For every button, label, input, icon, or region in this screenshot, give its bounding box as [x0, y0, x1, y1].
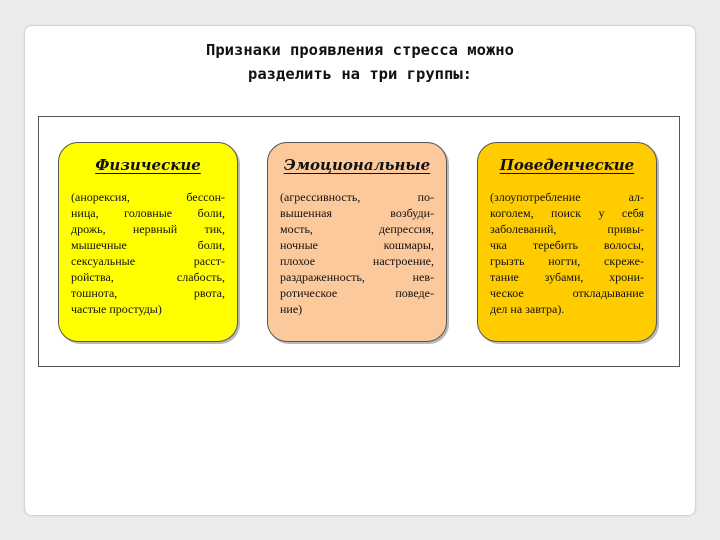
group-line: тание зубами, хрони- [490, 270, 644, 284]
group-line: мость, депрессия, [280, 222, 434, 236]
group-line: ройства, слабость, [71, 270, 225, 284]
group-line: (агрессивность, по- [280, 190, 434, 204]
group-heading-physical: Физические [95, 156, 201, 174]
slide-title [0, 38, 720, 86]
group-line: мышечные боли, [71, 238, 225, 252]
group-line: частые простуды) [71, 302, 162, 316]
group-card-physical [58, 142, 238, 342]
group-line: (злоупотребление ал- [490, 190, 644, 204]
group-line: сексуальные расст- [71, 254, 225, 268]
group-line: ние) [280, 302, 303, 316]
group-body-physical [71, 189, 225, 317]
group-line: плохое настроение, [280, 254, 434, 268]
group-line: чка теребить волосы, [490, 238, 644, 252]
group-line: ротическое поведе- [280, 286, 434, 300]
group-line: грызть ногти, скреже- [490, 254, 644, 268]
group-line: (анорексия, бессон- [71, 190, 225, 204]
group-heading-emotional: Эмоциональные [283, 156, 431, 174]
slide-title-line-2: разделить на три группы: [248, 65, 472, 83]
group-line: дел на завтра). [490, 302, 565, 316]
group-body-behavioral [490, 189, 644, 317]
group-body-emotional [280, 189, 434, 317]
group-line: заболеваний, привы- [490, 222, 644, 236]
group-card-emotional [267, 142, 447, 342]
group-line: ница, головные боли, [71, 206, 225, 220]
group-line: коголем, поиск у себя [490, 206, 644, 220]
slide-title-line-1: Признаки проявления стресса можно [206, 41, 514, 59]
group-heading-behavioral: Поведенческие [499, 156, 635, 174]
group-line: дрожь, нервный тик, [71, 222, 225, 236]
group-line: вышенная возбуди- [280, 206, 434, 220]
group-line: ческое откладывание [490, 286, 644, 300]
group-line: тошнота, рвота, [71, 286, 225, 300]
group-line: раздраженность, нев- [280, 270, 434, 284]
group-card-behavioral [477, 142, 657, 342]
group-line: ночные кошмары, [280, 238, 434, 252]
